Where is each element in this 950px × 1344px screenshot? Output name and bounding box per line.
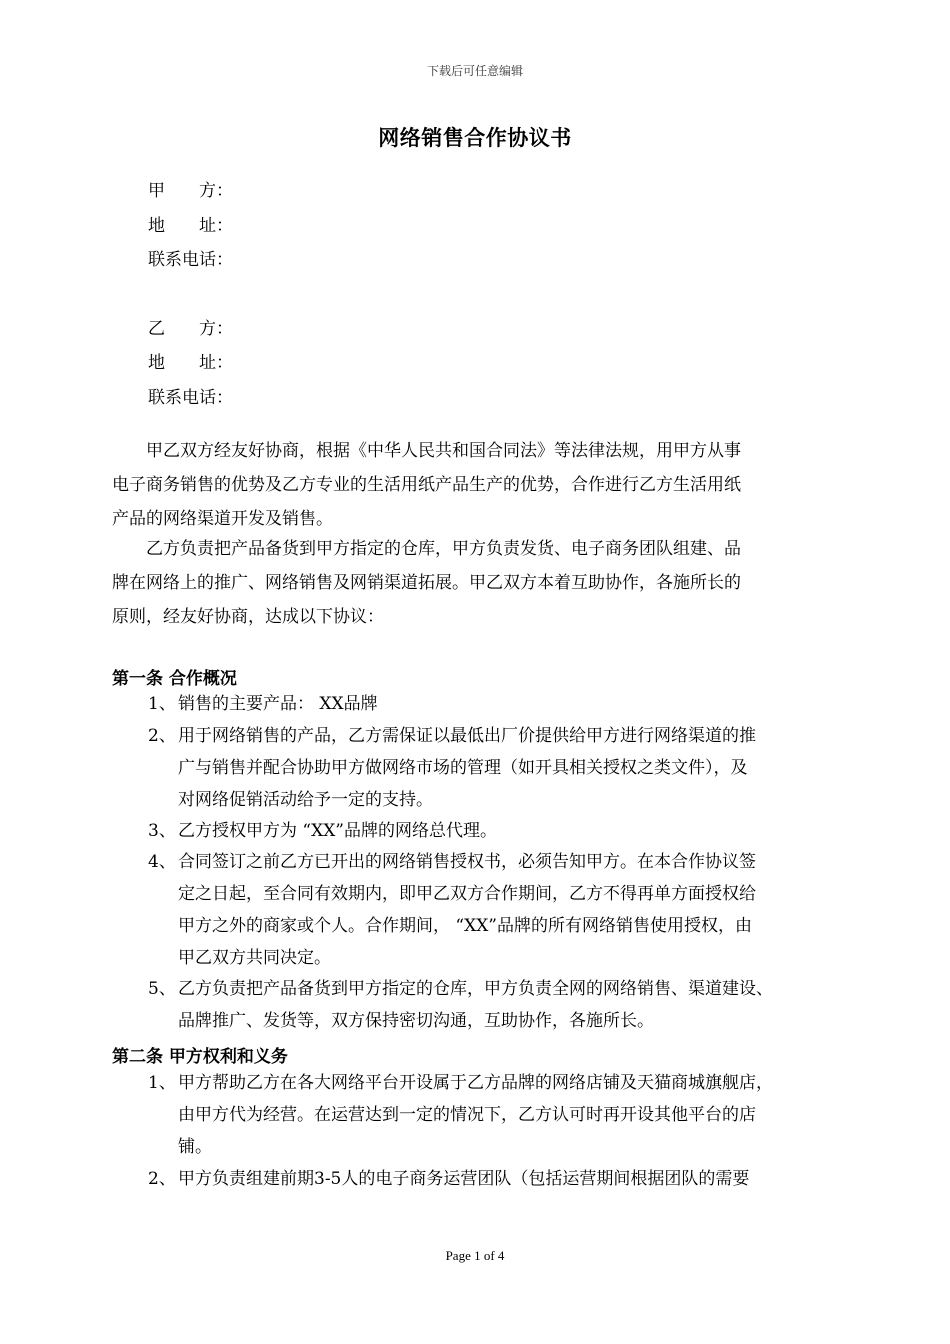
party-b-address-label: 地 址： <box>148 353 233 373</box>
section-1-item-4 <box>148 846 848 974</box>
intro-line: 乙方负责把产品备货到甲方指定的仓库，甲方负责发货、电子商务团队组建、品 <box>112 539 741 559</box>
party-a-name-label: 甲 方： <box>148 181 233 201</box>
intro-line: 产品的网络渠道开发及销售。 <box>112 509 333 529</box>
section-1-item-3 <box>148 815 848 847</box>
item-number: 1、 <box>148 1073 176 1093</box>
intro-paragraph-2 <box>112 532 832 634</box>
item-number: 4、 <box>148 852 176 872</box>
item-line: 销售的主要产品： XX品牌 <box>178 694 378 714</box>
header-note: 下载后可任意编辑 <box>426 64 523 78</box>
item-line: 甲方之外的商家或个人。合作期间， “XX”品牌的所有网络销售使用授权，由 <box>178 916 752 936</box>
item-line: 甲方帮助乙方在各大网络平台开设属于乙方品牌的网络店铺及天猫商城旗舰店， <box>178 1073 773 1093</box>
intro-line: 电子商务销售的优势及乙方专业的生活用纸产品生产的优势，合作进行乙方生活用纸 <box>112 475 741 495</box>
intro-line: 牌在网络上的推广、网络销售及网销渠道拓展。甲乙双方本着互助协作，各施所长的 <box>112 573 741 593</box>
section-2-item-1 <box>148 1067 848 1163</box>
section-1-heading: 第一条 合作概况 <box>112 669 237 689</box>
item-number: 2、 <box>148 1169 176 1189</box>
intro-line: 甲乙双方经友好协商，根据《中华人民共和国合同法》等法律法规，用甲方从事 <box>112 441 741 461</box>
item-number: 3、 <box>148 821 176 841</box>
item-line: 定之日起，至合同有效期内，即甲乙双方合作期间，乙方不得再单方面授权给 <box>178 884 756 904</box>
document-title: 网络销售合作协议书 <box>378 125 572 150</box>
item-line: 甲方负责组建前期3-5人的电子商务运营团队（包括运营期间根据团队的需要 <box>178 1169 750 1189</box>
intro-line: 原则，经友好协商，达成以下协议： <box>112 607 384 627</box>
section-1-item-5 <box>148 973 848 1037</box>
item-line: 对网络促销活动给予一定的支持。 <box>178 790 433 810</box>
item-line: 用于网络销售的产品，乙方需保证以最低出厂价提供给甲方进行网络渠道的推 <box>178 726 756 746</box>
party-a-phone-label: 联系电话： <box>148 250 233 270</box>
item-number: 2、 <box>148 726 176 746</box>
section-2-heading: 第二条 甲方权利和义务 <box>112 1047 288 1067</box>
party-b-phone-label: 联系电话： <box>148 388 233 408</box>
item-line: 由甲方代为经营。在运营达到一定的情况下，乙方认可时再开设其他平台的店 <box>178 1105 756 1125</box>
party-a-address-label: 地 址： <box>148 216 233 236</box>
item-line: 甲乙双方共同决定。 <box>178 948 331 968</box>
item-line: 品牌推广、发货等，双方保持密切沟通，互助协作，各施所长。 <box>178 1011 654 1031</box>
item-line: 乙方负责把产品备货到甲方指定的仓库，甲方负责全网的网络销售、渠道建设、 <box>178 979 773 999</box>
item-number: 5、 <box>148 979 176 999</box>
item-line: 铺。 <box>178 1137 212 1157</box>
party-b-name-label: 乙 方： <box>148 319 233 339</box>
item-line: 广与销售并配合协助甲方做网络市场的管理（如开具相关授权之类文件），及 <box>178 758 748 778</box>
intro-paragraph-1 <box>112 434 832 536</box>
section-1-item-2 <box>148 720 848 816</box>
item-number: 1、 <box>148 694 176 714</box>
section-2-item-2 <box>148 1163 848 1195</box>
item-line: 乙方授权甲方为 “XX”品牌的网络总代理。 <box>178 821 497 841</box>
page-footer: Page 1 of 4 <box>445 1248 505 1263</box>
section-1-item-1 <box>148 688 848 720</box>
item-line: 合同签订之前乙方已开出的网络销售授权书，必须告知甲方。在本合作协议签 <box>178 852 756 872</box>
